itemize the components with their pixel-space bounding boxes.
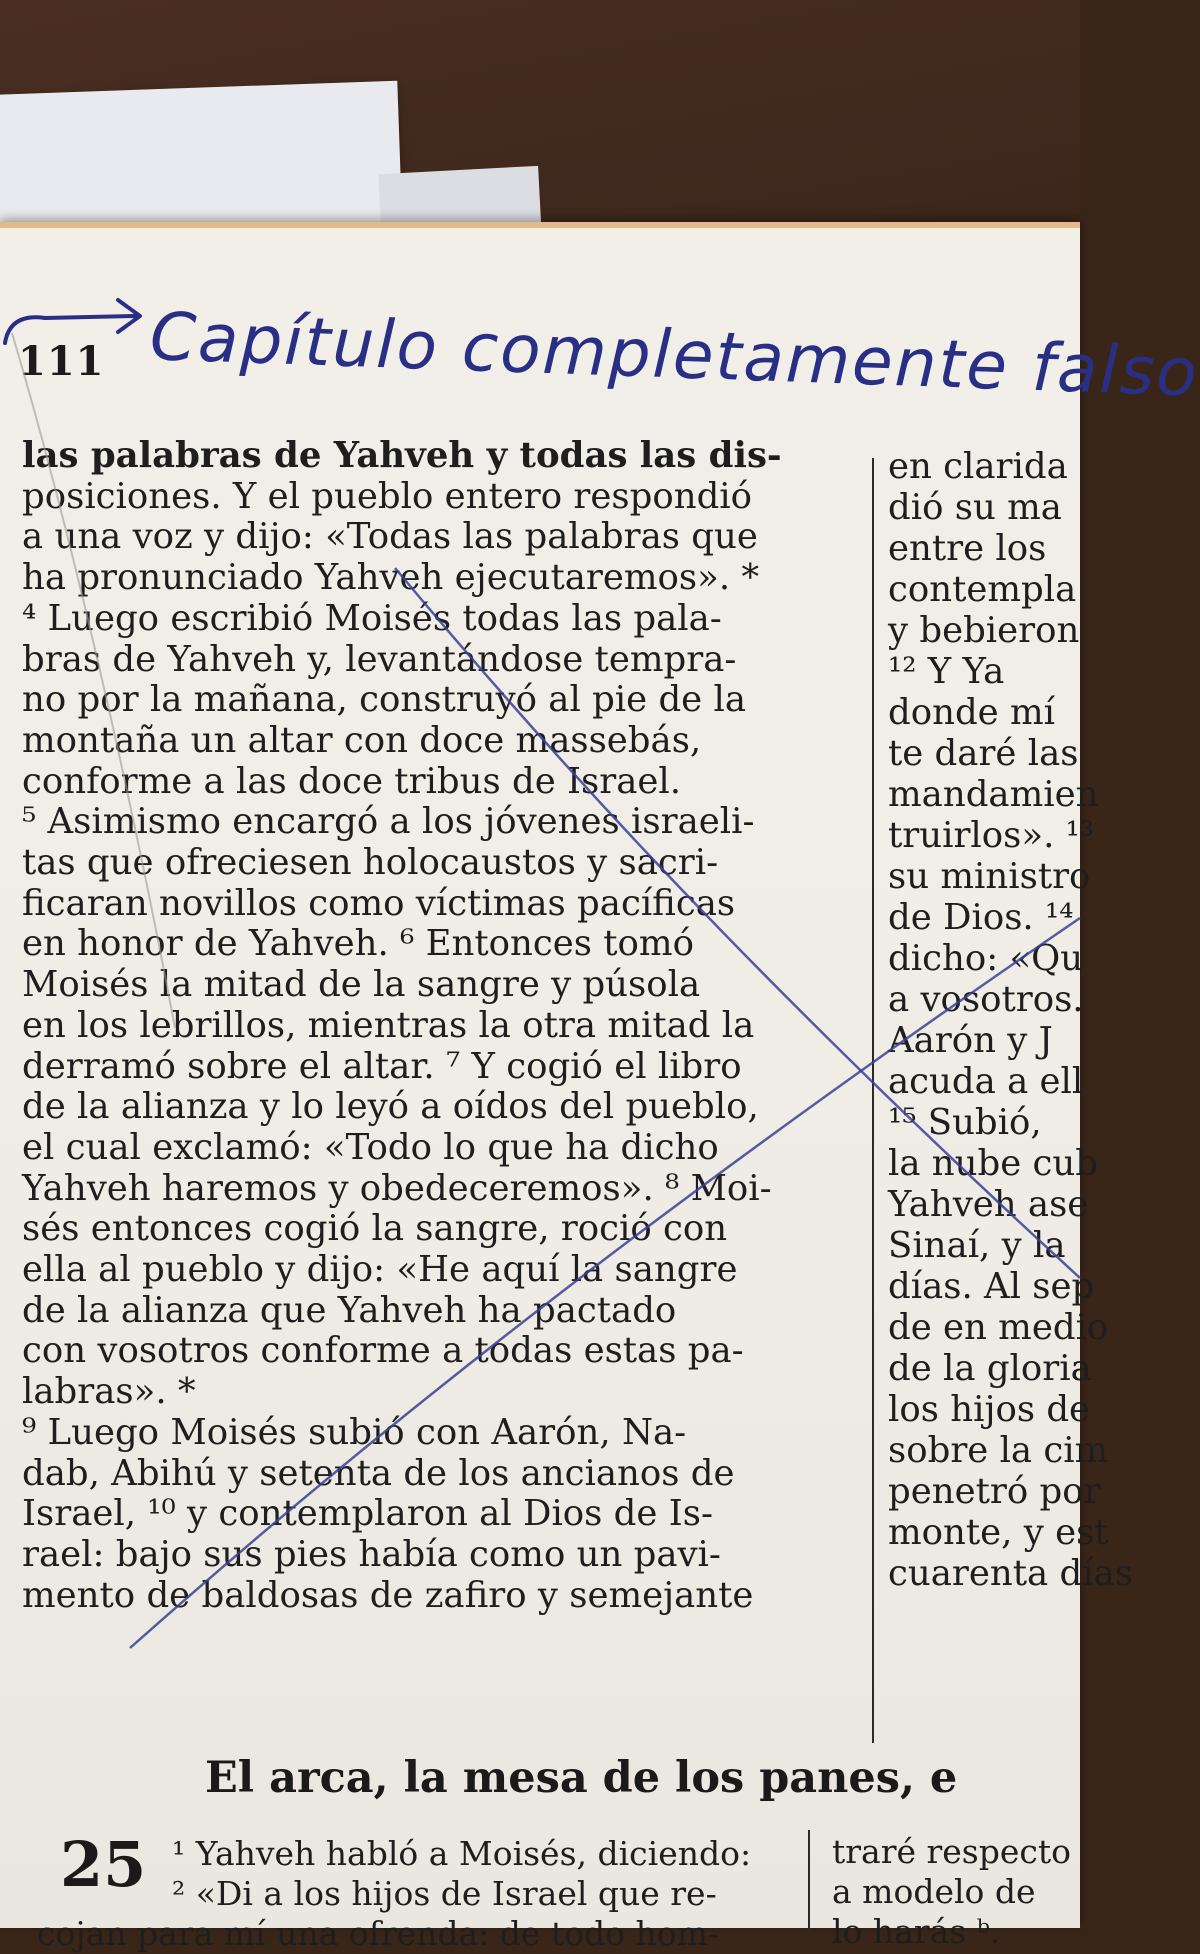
text-line: monte, y est [888,1512,1109,1553]
text-line: acuda a ell [888,1061,1084,1102]
page-number: 111 [18,338,105,385]
text-line: a modelo de [832,1872,1036,1911]
text-line: de la alianza que Yahveh ha pactado [22,1289,677,1331]
text-line: y bebieron [888,610,1080,651]
text-line: días. Al sep [888,1266,1095,1307]
text-line: mandamien [888,774,1099,815]
text-line: ¹ Yahveh habló a Moisés, diciendo: [172,1834,752,1873]
text-line: bras de Yahveh y, levantándose tempra- [22,638,737,680]
column-divider-bottom [808,1830,810,1930]
chapter-number: 25 [60,1828,147,1901]
text-line: contempla [888,569,1077,610]
text-line: a una voz y dijo: «Todas las palabras que [22,516,758,558]
text-line: dicho: «Qu [888,938,1084,979]
text-line: no por la mañana, construyó al pie de la [22,679,746,721]
text-line: ¹⁵ Subió, [888,1102,1042,1143]
text-line: con vosotros conforme a todas estas pa- [22,1330,744,1372]
text-line: rael: bajo sus pies había como un pavi- [22,1533,721,1575]
text-line: Sinaí, y la [888,1225,1066,1266]
text-line: ella al pueblo y dijo: «He aquí la sangre [22,1249,738,1291]
text-line: conforme a las doce tribus de Israel. [22,760,682,802]
text-line: dab, Abihú y setenta de los ancianos de [22,1452,735,1494]
text-line: dió su ma [888,487,1062,528]
text-line: truirlos». ¹³ [888,815,1095,856]
text-line: Moisés la mitad de la sangre y púsola [22,964,701,1006]
handwritten-note: Capítulo completamente falso [148,298,1200,412]
text-line: el cual exclamó: «Todo lo que ha dicho [22,1126,719,1168]
text-line: las palabras de Yahveh y todas las dis- [22,435,782,476]
text-line: labras». * [22,1371,196,1413]
text-line: Yahveh ase [888,1184,1089,1225]
text-line: penetró por [888,1471,1101,1512]
text-line: ⁹ Luego Moisés subió con Aarón, Na- [22,1411,687,1453]
column-divider [872,458,874,1743]
text-line: a vosotros. [888,979,1084,1020]
text-line: en los lebrillos, mientras la otra mitad la [22,1004,755,1046]
section-title: El arca, la mesa de los panes, e [205,1753,958,1803]
right-column [888,446,1133,1594]
text-line: los hijos de [888,1389,1091,1430]
text-line: Israel, ¹⁰ y contemplaron al Dios de Is- [22,1493,713,1535]
text-line: de Dios. ¹⁴ [888,897,1074,938]
text-line: sés entonces cogió la sangre, roció con [22,1208,728,1250]
text-line: la nube cub [888,1143,1099,1184]
text-line: ha pronunciado Yahveh ejecutaremos». * [22,557,760,599]
chapter-text-right [832,1832,1071,1952]
text-line: en honor de Yahveh. ⁶ Entonces tomó [22,923,694,965]
text-line: te daré las [888,733,1079,774]
text-line: montaña un altar con doce massebás, [22,719,702,761]
text-line: tas que ofreciesen holocaustos y sacri- [22,842,719,884]
text-line: entre los [888,528,1047,569]
text-line: ficaran novillos como víctimas pacíficas [22,882,736,924]
text-line: Aarón y J [888,1020,1053,1061]
left-column [22,436,852,1616]
text-line: ¹² Y Ya [888,651,1005,692]
text-line: lo harás ᵇ. [832,1912,1001,1951]
text-line: ⁴ Luego escribió Moisés todas las pala- [22,597,722,639]
text-line: cojan para mí una ofrenda: de todo hom- [37,1914,720,1953]
text-line: de en medio [888,1307,1109,1348]
text-line: posiciones. Y el pueblo entero respondió [22,475,753,517]
text-line: de la gloria [888,1348,1092,1389]
text-line: en clarida [888,446,1068,487]
text-line: ² «Di a los hijos de Israel que re- [172,1874,717,1913]
book-page [0,222,1200,1953]
text-line: mento de baldosas de zafiro y semejante [22,1574,754,1616]
text-line: donde mí [888,692,1055,733]
text-line: derramó sobre el altar. ⁷ Y cogió el libro [22,1045,742,1087]
text-line: cuarenta días [888,1553,1133,1594]
text-line: su ministro [888,856,1091,897]
text-line: de la alianza y lo leyó a oídos del pueblo, [22,1086,759,1128]
text-line: Yahveh haremos y obedeceremos». ⁸ Moi- [22,1167,772,1209]
text-line: ⁵ Asimismo encargó a los jóvenes israeli- [22,801,755,843]
text-line: sobre la cim [888,1430,1109,1471]
text-line: traré respecto [832,1832,1072,1871]
background-paper [0,81,402,246]
